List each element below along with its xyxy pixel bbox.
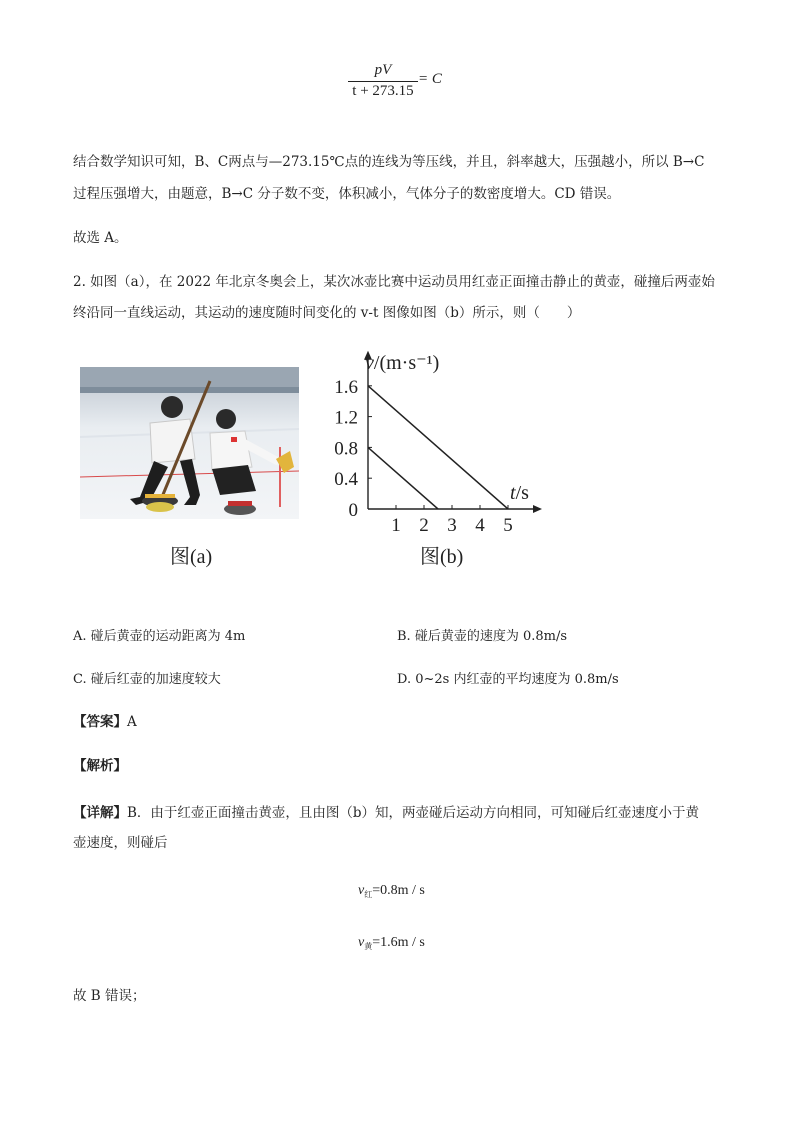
question-line1: 2. 如图（a），在 2022 年北京冬奥会上，某次冰壶比赛中运动员用红壶正面撞击静止的黄壶，碰撞后两壶始 [73,274,715,290]
detail-line1 [73,803,699,823]
x-axis-arrow [533,505,542,513]
formula1-rhs: =0.8m / s [372,883,425,898]
y-tick-label: 1.2 [334,407,358,429]
x-tick-label: 4 [475,515,485,535]
caption-a: 图(a) [170,546,213,568]
detail-line2: 壶速度，则碰后 [73,835,168,851]
answer-row [73,712,137,732]
prev-text-line3: 故选 A。 [73,230,128,246]
option-a: A. 碰后黄壶的运动距离为 4m [73,629,246,644]
x-tick-label: 3 [447,515,457,535]
formula1-subscript: 红 [364,890,373,899]
series-line-1 [368,386,508,509]
formula2-subscript: 黄 [364,942,373,951]
option-c: C. 碰后红壶的加速度较大 [73,672,221,687]
formula2-symbol: v [358,935,365,950]
x-tick-label: 5 [503,515,513,535]
curling-illustration [80,367,299,519]
detail-text: B．由于红壶正面撞击黄壶，且由图（b）知，两壶碰后运动方向相同，可知碰后红壶速度小于黄 [127,805,700,821]
formula2-rhs: =1.6m / s [372,935,425,950]
conclusion: 故 B 错误； [73,988,146,1004]
answer-label: 【答案】 [73,714,127,730]
curling-photo [80,367,299,519]
series-line-2 [368,447,438,509]
detail-label: 【详解】 [73,805,127,821]
x-axis-label: t/s [510,482,529,504]
y-tick-label: 0 [348,500,358,521]
question-line2: 终沿同一直线运动，其运动的速度随时间变化的 v-t 图像如图（b）所示，则（ ） [73,305,581,321]
y-tick-label: 1.6 [334,376,358,398]
analysis-label: 【解析】 [73,758,127,774]
prev-text-line1: 结合数学知识可知，B、C两点与—273.15℃点的连线为等压线，并且，斜率越大，压强越小，所以 B→C [73,154,705,170]
option-d: D. 0~2s 内红壶的平均速度为 0.8m/s [397,672,619,687]
equation-rhs: = C [418,71,442,87]
x-tick-label: 1 [391,515,401,535]
fraction-bar [348,81,418,82]
fraction-equation [348,62,418,101]
fraction-denominator: t + 273.15 [352,83,414,99]
answer-value: A [127,714,137,730]
option-b: B. 碰后黄壶的速度为 0.8m/s [397,629,568,644]
formula-v-yellow [358,935,425,952]
prev-text-line2: 过程压强增大，由题意，B→C 分子数不变，体积减小，气体分子的数密度增大。CD 错误。 [73,186,621,202]
fraction-numerator: pV [374,62,392,78]
caption-b: 图(b) [420,546,464,568]
formula-v-red [358,883,425,900]
y-tick-label: 0.4 [334,469,358,491]
y-tick-label: 0.8 [334,438,358,460]
x-tick-label: 2 [419,515,429,535]
vt-chart [325,345,555,535]
formula1-symbol: v [358,883,365,898]
y-axis-label: v/(m·s⁻¹) [365,352,440,374]
